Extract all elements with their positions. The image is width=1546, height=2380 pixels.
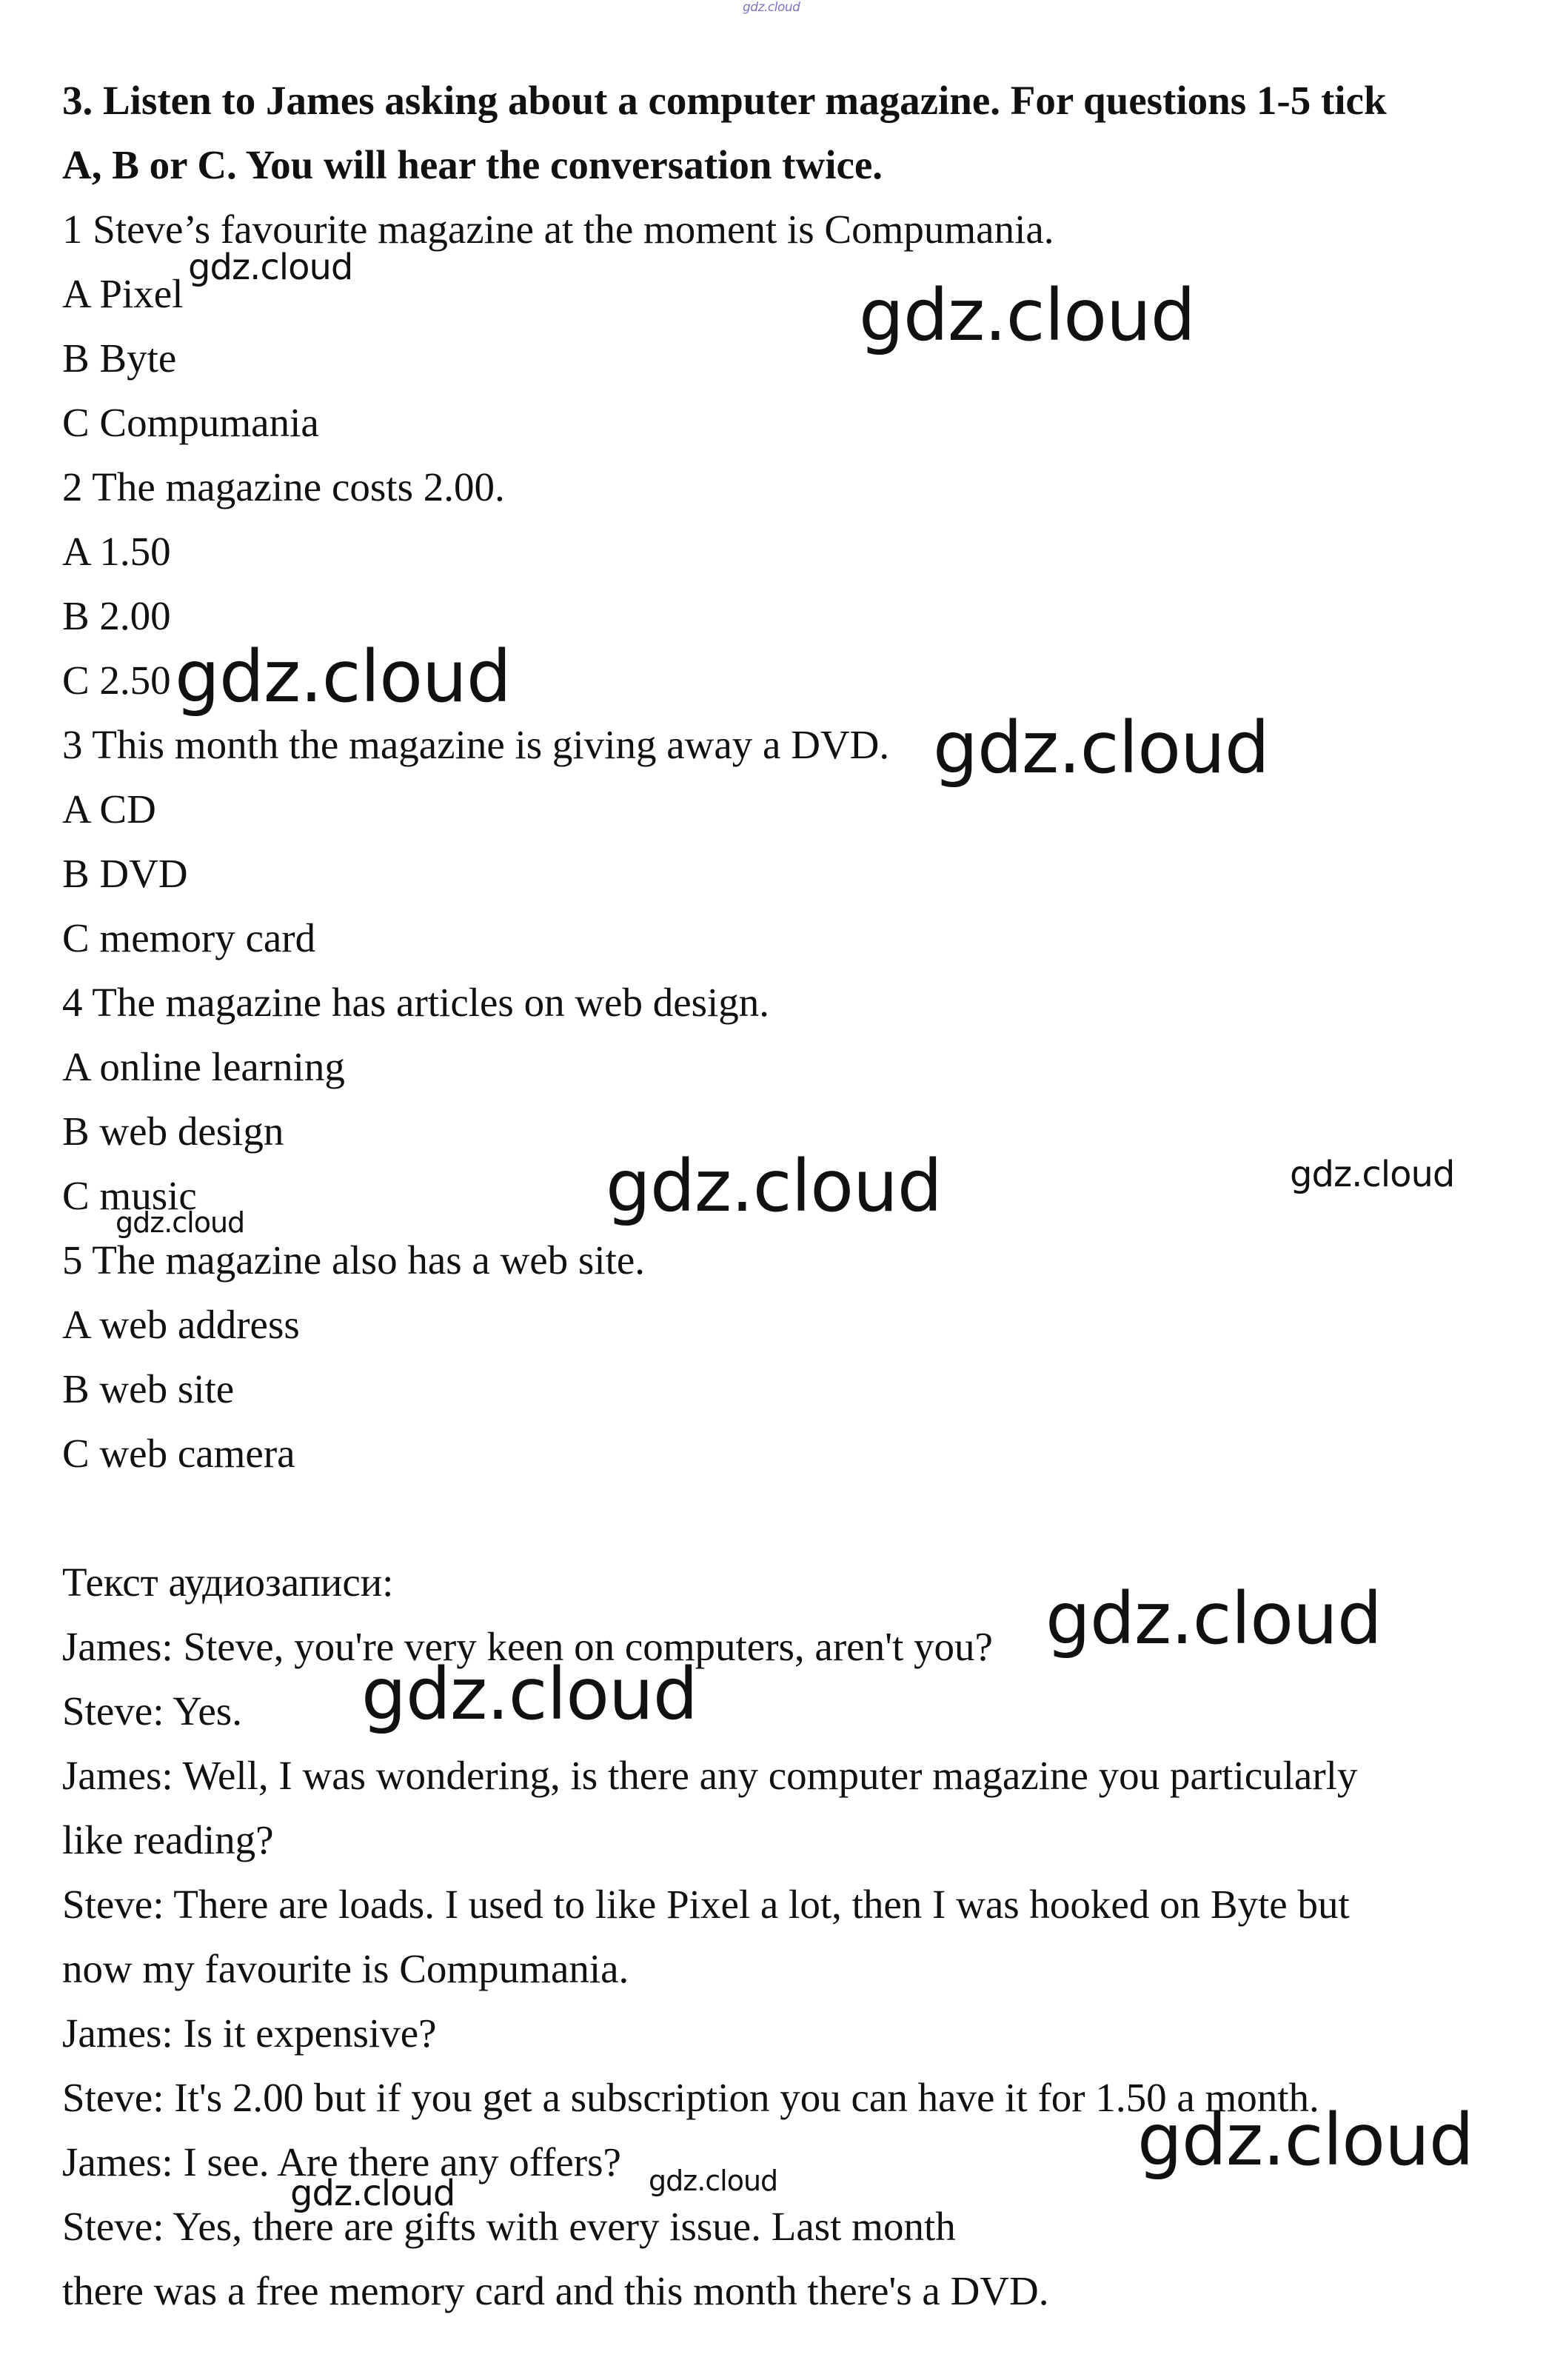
question-3-option-c: C memory card [62,915,316,960]
watermark: gdz.cloud [116,1206,245,1239]
watermark: gdz.cloud [933,706,1269,789]
question-2-option-a: A 1.50 [62,529,171,574]
transcript-line: Steve: Yes. [62,1688,242,1734]
question-2-option-c: C 2.50 [62,658,171,703]
watermark: gdz.cloud [361,1653,697,1736]
transcript-line: Steve: There are loads. I used to like Pixel a lot, then I was hooked on Byte but [62,1882,1350,1927]
watermark: gdz.cloud [859,274,1195,357]
watermark: gdz.cloud [290,2173,455,2214]
transcript-line: now my favourite is Compumania. [62,1946,629,1991]
transcript-line: there was a free memory card and this month there's a DVD. [62,2268,1049,2313]
watermark: gdz.cloud [1290,1154,1455,1195]
transcript-line: James: Steve, you're very keen on computers, aren't you? [62,1624,993,1669]
question-1-option-c: C Compumania [62,400,319,445]
task-heading-line-1: 3. Listen to James asking about a computer magazine. For questions 1-5 tick [62,78,1387,123]
question-3-option-a: A CD [62,786,156,832]
watermark: gdz.cloud [175,635,511,718]
watermark: gdz.cloud [606,1145,942,1228]
question-4-option-c: C music [62,1173,197,1218]
transcript-line: like reading? [62,1817,274,1862]
transcript-line: Steve: It's 2.00 but if you get a subscription you can have it for 1.50 a month. [62,2075,1319,2120]
transcript-line: James: Is it expensive? [62,2010,437,2056]
question-1-option-a: A Pixel [62,271,184,316]
transcript-line: James: I see. Are there any offers? [62,2139,621,2185]
task-heading-line-2: A, B or C. You will hear the conversation twice. [62,142,883,187]
watermark: gdz.cloud [1045,1577,1382,1660]
transcript-title: Текст аудиозаписи: [62,1560,394,1605]
question-1-option-b: B Byte [62,335,177,381]
question-2-option-b: B 2.00 [62,593,171,638]
question-3-prompt: 3 This month the magazine is giving away a DVD. [62,722,890,767]
watermark: gdz.cloud [188,247,353,288]
question-5-prompt: 5 The magazine also has a web site. [62,1237,646,1283]
watermark: gdz.cloud [1137,2099,1473,2182]
question-4-option-a: A online learning [62,1044,345,1089]
question-3-option-b: B DVD [62,851,188,896]
question-4-prompt: 4 The magazine has articles on web design. [62,980,770,1025]
top-watermark: gdz.cloud [743,0,800,15]
question-5-option-b: B web site [62,1366,235,1411]
question-1-prompt: 1 Steve’s favourite magazine at the moment is Compumania. [62,207,1054,252]
transcript-line: Steve: Yes, there are gifts with every issue. Last month [62,2204,956,2249]
watermark: gdz.cloud [649,2165,778,2197]
question-5-option-a: A web address [62,1302,300,1347]
question-4-option-b: B web design [62,1109,284,1154]
question-2-prompt: 2 The magazine costs 2.00. [62,464,505,509]
question-5-option-c: C web camera [62,1431,295,1476]
transcript-line: James: Well, I was wondering, is there any computer magazine you particularly [62,1753,1358,1798]
